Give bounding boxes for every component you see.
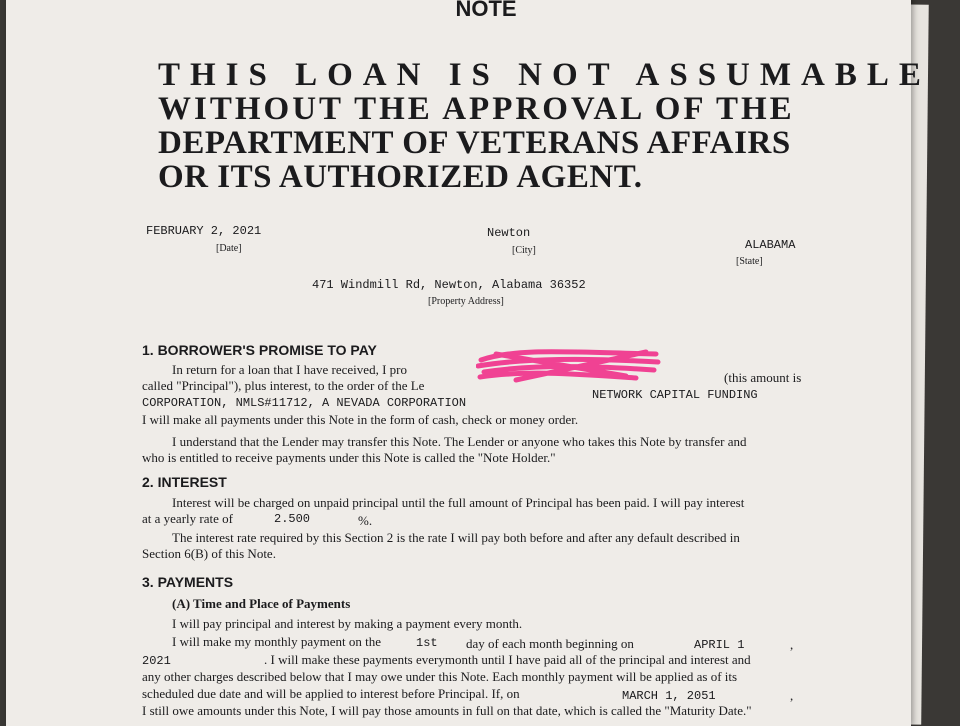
redaction-scribble (476, 346, 661, 386)
section-1-heading: 1. BORROWER'S PROMISE TO PAY (142, 342, 377, 358)
section-1-line-5: I understand that the Lender may transfer this Note. The Lender or anyone who takes this Note by transfer and (172, 434, 747, 449)
payment-day-value: 1st (416, 636, 438, 650)
first-payment-year: 2021 (142, 654, 171, 668)
section-2-heading: 2. INTEREST (142, 474, 227, 490)
lender-name-part-1: NETWORK CAPITAL FUNDING (592, 388, 758, 402)
city-caption: [City] (512, 245, 536, 256)
state-value: ALABAMA (745, 238, 796, 252)
section-1-line-6: who is entitled to receive payments under this Note is called the "Note Holder." (142, 450, 556, 465)
property-address-caption: [Property Address] (428, 296, 504, 307)
section-3a-subheading: (A) Time and Place of Payments (172, 596, 351, 611)
section-2-line-1: Interest will be charged on unpaid principal until the full amount of Principal has been paid. I will pay interest (172, 495, 745, 510)
warning-line-3: DEPARTMENT OF VETERANS AFFAIRS (158, 125, 791, 161)
section-1-line-2: called "Principal"), plus interest, to the order of the Le (142, 378, 425, 393)
section-1-line-1-end: (this amount is (724, 370, 802, 385)
warning-line-2: WITHOUT THE APPROVAL OF THE (158, 91, 795, 127)
maturity-date-value: MARCH 1, 2051 (622, 689, 716, 703)
lender-name-part-2: CORPORATION, NMLS#11712, A NEVADA CORPORATION (142, 396, 467, 410)
property-address-value: 471 Windmill Rd, Newton, Alabama 36352 (312, 278, 586, 292)
warning-line-1: THIS LOAN IS NOT ASSUMABLE (158, 57, 931, 93)
section-3-line-3: . I will make these payments everymonth until I have paid all of the principal and interest and (264, 652, 751, 667)
warning-line-4: OR ITS AUTHORIZED AGENT. (158, 159, 643, 195)
section-2-line-3: The interest rate required by this Section 2 is the rate I will pay both before and after any default described in (172, 530, 740, 545)
section-1-line-4: I will make all payments under this Note in the form of cash, check or money order. (142, 412, 579, 427)
section-1-line-1: In return for a loan that I have received, I pro (172, 362, 407, 377)
section-3-line-4: any other charges described below that I may owe under this Note. Each monthly payment will be applied as of its (142, 669, 738, 684)
section-3-line-6: I still owe amounts under this Note, I will pay those amounts in full on that date, which is called the "Maturity Date." (142, 703, 752, 718)
section-3-line-5: scheduled due date and will be applied to interest before Principal. If, on (142, 686, 520, 701)
city-value: Newton (487, 226, 531, 240)
section-2-line-2: at a yearly rate of (142, 511, 233, 526)
first-payment-month: APRIL 1 (694, 638, 745, 652)
state-caption: [State] (736, 256, 763, 267)
percent-sign: %. (358, 513, 373, 528)
document-title: NOTE (455, 0, 517, 21)
maturity-date-comma: , (790, 688, 794, 703)
section-3-heading: 3. PAYMENTS (142, 574, 234, 590)
note-page (6, 0, 931, 726)
section-3-line-2: I will make my monthly payment on the (172, 634, 382, 649)
first-payment-comma: , (790, 637, 794, 652)
section-2-line-4: Section 6(B) of this Note. (142, 546, 276, 561)
section-3-line-1: I will pay principal and interest by making a payment every month. (172, 616, 523, 631)
interest-rate-value: 2.500 (274, 512, 311, 526)
date-value: FEBRUARY 2, 2021 (146, 224, 262, 238)
date-caption: [Date] (216, 243, 242, 254)
section-3-line-2-mid: day of each month beginning on (466, 636, 634, 651)
